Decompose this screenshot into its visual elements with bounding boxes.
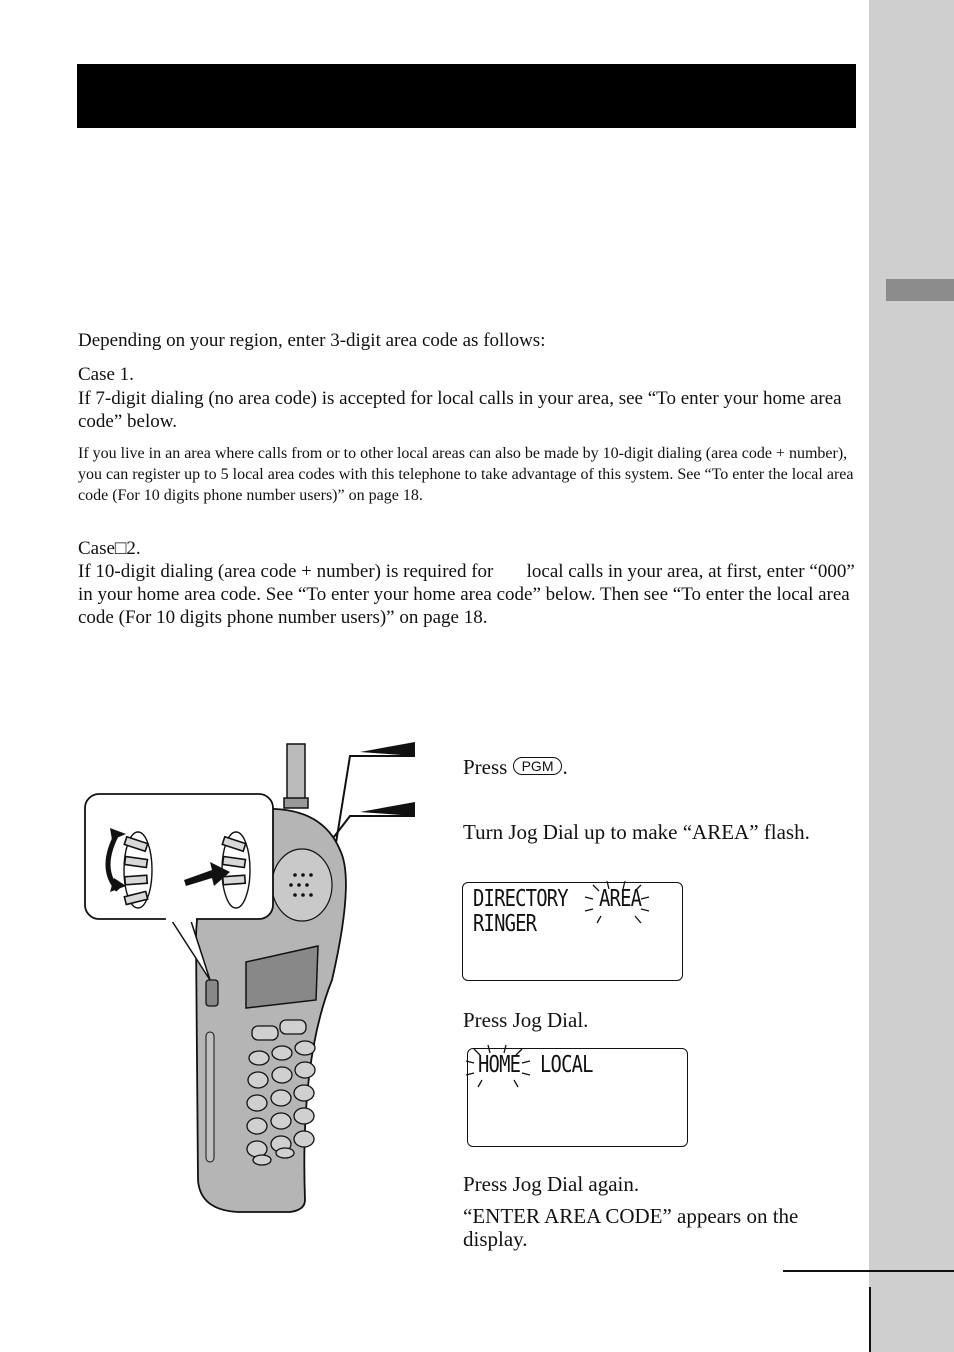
lcd-display-area <box>467 1048 688 1147</box>
pgm-key-icon: PGM <box>513 757 563 775</box>
page-tick <box>869 1287 871 1352</box>
case1-text: If 7-digit dialing (no area code) is accepted for local calls in your area, see “To enter your home area code” below. <box>78 388 842 432</box>
lcd-area: AREA <box>599 886 642 912</box>
lcd-local: LOCAL <box>540 1052 593 1078</box>
step-press-jog: Press Jog Dial. <box>463 1008 589 1032</box>
step-press-pgm <box>463 756 853 779</box>
lcd-directory: DIRECTORY <box>473 886 568 912</box>
section-tab <box>886 279 954 301</box>
case1-note: If you live in an area where calls from or to other local areas can also be made by 10-digit dialing (area code + number), you can register up to 5 local area codes with this telephone to take advantage of this system. See “To enter the local area code (For 10 digits phone number users)” on page 18. <box>78 445 854 504</box>
press-label: Press <box>463 755 508 779</box>
step-press-jog-again: Press Jog Dial again. <box>463 1172 640 1196</box>
step-enter-area-code: “ENTER AREA CODE” appears on the display. <box>463 1204 799 1251</box>
period: . <box>562 755 568 779</box>
case1-title: Case 1. <box>78 364 134 385</box>
lcd-ringer: RINGER <box>473 911 537 937</box>
lcd-display-menu <box>462 882 683 981</box>
bottom-rule <box>783 1270 954 1272</box>
phone-illustration <box>0 740 420 1260</box>
side-strip <box>869 0 954 1352</box>
case2-title: Case□2. <box>78 538 141 559</box>
intro-text: Depending on your region, enter 3-digit area code as follows: <box>78 330 546 351</box>
case2-text: If 10-digit dialing (area code + number) is required for local calls in your area, at first, enter “000” in your home area code. See “To enter your home area code” below. Then see “To enter the local area code (For 10 digits phone number users)” on page 18. <box>78 561 860 628</box>
header-bar <box>77 64 856 128</box>
lcd-home: HOME <box>478 1052 521 1078</box>
step-turn-jog: Turn Jog Dial up to make “AREA” flash. <box>463 820 810 844</box>
